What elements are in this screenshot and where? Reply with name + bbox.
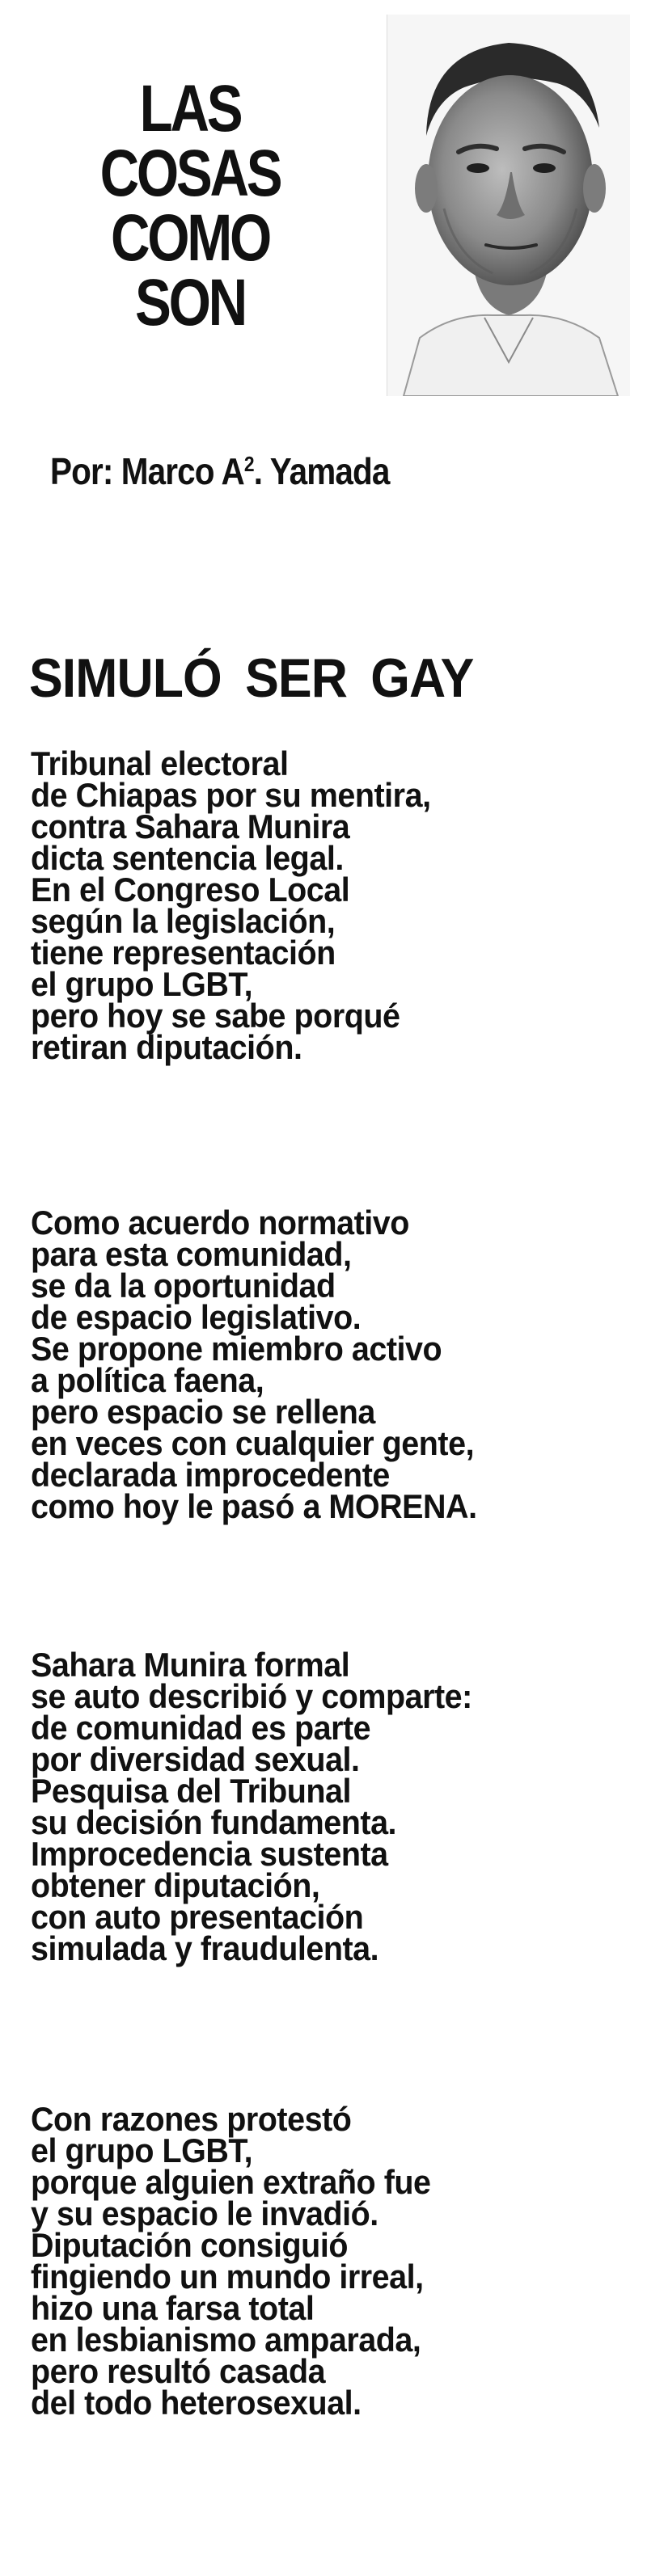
poem-stanza <box>31 2100 431 2422</box>
poem-line: Tribunal electoral <box>31 744 289 782</box>
poem-line: Se propone miembro activo <box>31 1330 442 1368</box>
poem-line: en lesbianismo amparada, <box>31 2321 421 2359</box>
masthead-line: LAS <box>139 72 241 145</box>
poem-line: En el Congreso Local <box>31 871 350 909</box>
poem-line: para esta comunidad, <box>31 1235 352 1273</box>
poem-line: Diputación consiguió <box>31 2226 348 2264</box>
poem-line: de comunidad es parte <box>31 1709 371 1747</box>
poem-title: SIMULÓ SER GAY <box>29 647 474 709</box>
poem-line: Con razones protestó <box>31 2100 352 2138</box>
author-byline <box>50 449 389 493</box>
poem-line: pero hoy se sabe porqué <box>31 997 400 1035</box>
poem-line: declarada improcedente <box>31 1456 390 1494</box>
poem-line: Pesquisa del Tribunal <box>31 1772 352 1810</box>
author-portrait-illustration <box>387 15 630 396</box>
poem-line: a política faena, <box>31 1361 264 1399</box>
poem-stanza <box>31 1204 477 1525</box>
poem-line: fingiendo un mundo irreal, <box>31 2258 424 2296</box>
poem-line: simulada y fraudulenta. <box>31 1929 379 1967</box>
column-masthead <box>81 72 300 339</box>
masthead-line: COSAS <box>99 137 281 210</box>
poem-line: pero resultó casada <box>31 2352 326 2390</box>
byline-prefix: Por: Marco A <box>50 450 244 492</box>
byline-suffix: . Yamada <box>253 450 390 492</box>
poem-line: Improcedencia sustenta <box>31 1835 388 1873</box>
byline-superscript: 2 <box>243 452 254 476</box>
poem-line: contra Sahara Munira <box>31 807 350 845</box>
poem-stanza <box>31 1646 472 1967</box>
poem-line: en veces con cualquier gente, <box>31 1424 475 1462</box>
poem-line: Como acuerdo normativo <box>31 1204 409 1242</box>
poem-line: y su espacio le invadió. <box>31 2194 378 2232</box>
poem-line: como hoy le pasó a MORENA. <box>31 1487 477 1525</box>
poem-line: de Chiapas por su mentira, <box>31 776 431 814</box>
poem-line: su decisión fundamenta. <box>31 1803 397 1841</box>
poem-line: porque alguien extraño fue <box>31 2163 431 2201</box>
poem-line: del todo heterosexual. <box>31 2384 362 2422</box>
poem-stanza <box>31 744 431 1066</box>
poem-line: obtener diputación, <box>31 1866 320 1904</box>
poem-line: por diversidad sexual. <box>31 1740 360 1778</box>
poem-line: pero espacio se rellena <box>31 1393 375 1431</box>
poem-line: tiene representación <box>31 934 336 972</box>
poem-line: el grupo LGBT, <box>31 965 253 1003</box>
masthead-line: COMO <box>110 201 270 275</box>
poem-line: según la legislación, <box>31 902 336 940</box>
poem-line: hizo una farsa total <box>31 2289 315 2327</box>
poem-line: dicta sentencia legal. <box>31 839 344 877</box>
poem-line: se da la oportunidad <box>31 1267 336 1305</box>
poem-line: de espacio legislativo. <box>31 1298 362 1336</box>
poem-line: se auto describió y comparte: <box>31 1677 472 1715</box>
author-portrait <box>387 15 630 396</box>
poem-line: el grupo LGBT, <box>31 2131 253 2169</box>
masthead-line: SON <box>135 266 245 339</box>
poem-line: retiran diputación. <box>31 1028 302 1066</box>
poem-line: con auto presentación <box>31 1898 364 1936</box>
poem-line: Sahara Munira formal <box>31 1646 350 1684</box>
